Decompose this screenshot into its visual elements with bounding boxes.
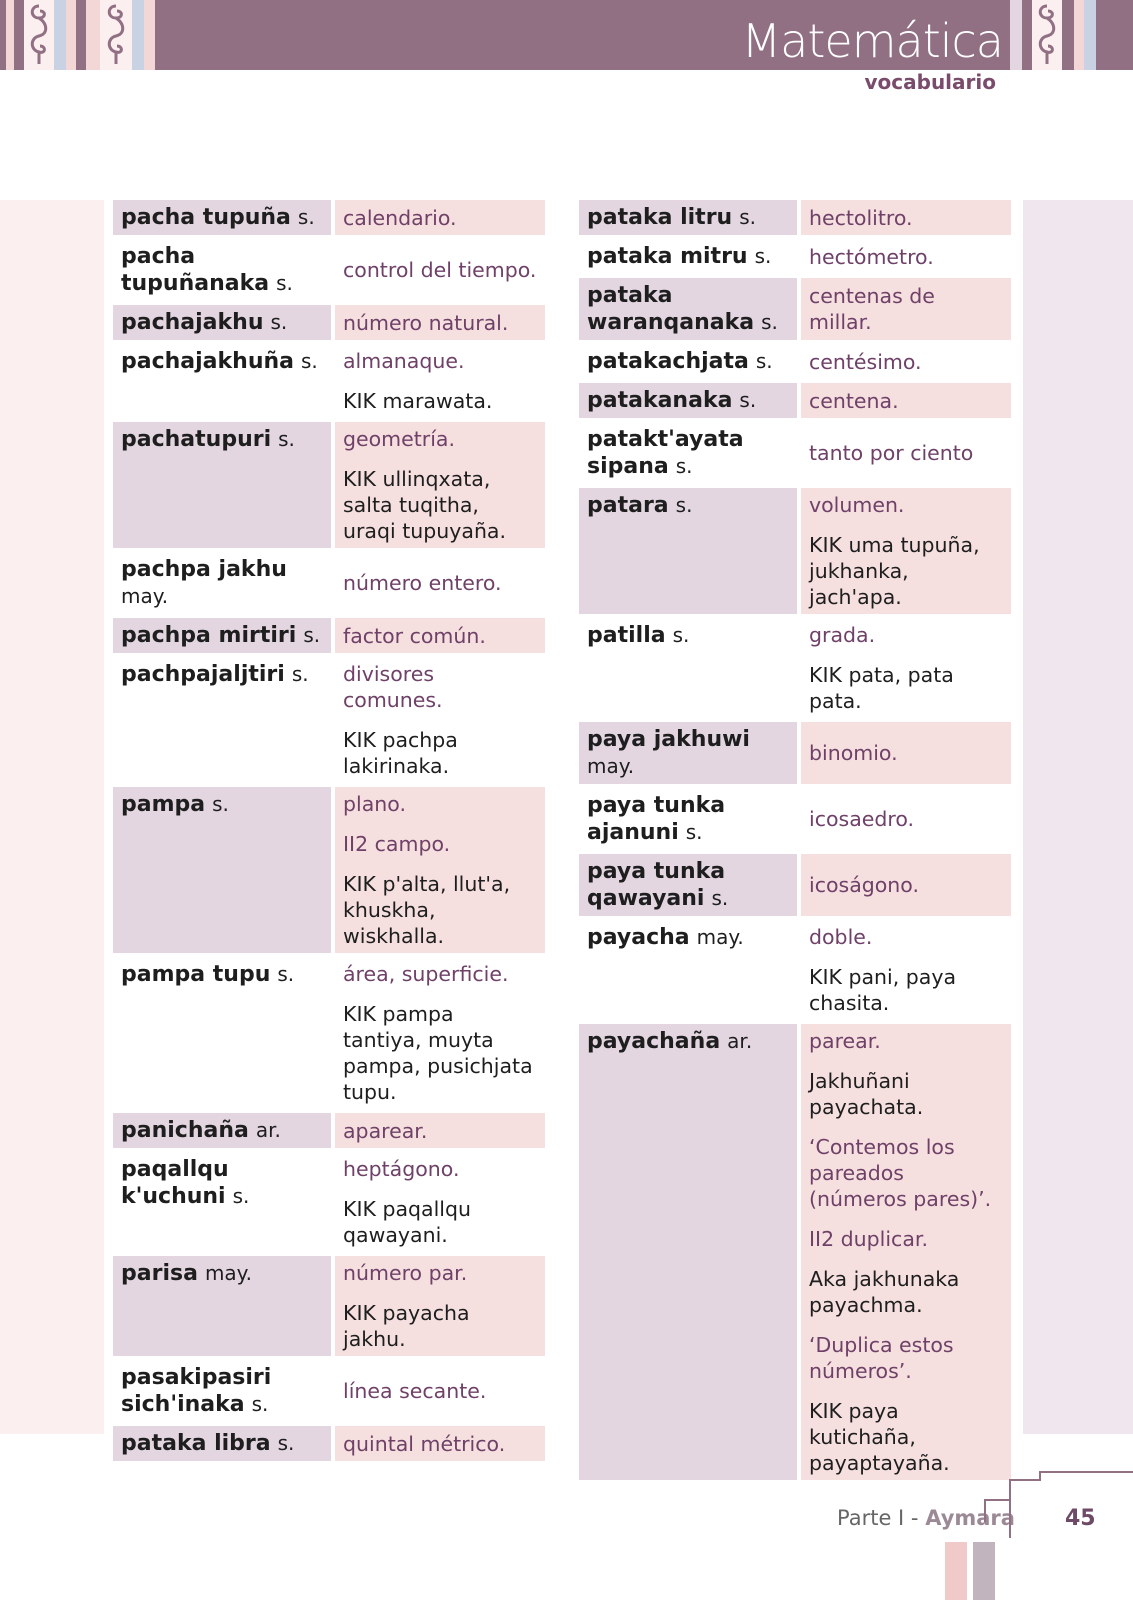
entry-definition: icosaedro.	[809, 807, 915, 831]
entry-definitions	[801, 722, 1011, 784]
entry-definition: control del tiempo.	[343, 258, 537, 282]
entry-term: patakachjata	[587, 349, 749, 374]
entry-part-of-speech: s.	[675, 493, 693, 517]
entry-part-of-speech: s.	[761, 310, 778, 334]
entry-term: pampa	[121, 792, 206, 817]
entry-definition: aparear.	[343, 1118, 428, 1143]
entry-definition: divisores comunes.	[343, 662, 443, 712]
entry-term-cell	[579, 488, 797, 614]
left-margin-panel	[0, 200, 104, 1434]
vocabulary-entry	[579, 854, 1019, 916]
entry-part-of-speech: s.	[291, 662, 309, 686]
entry-term-cell	[579, 1024, 797, 1480]
vocabulary-entry	[113, 957, 553, 1109]
entry-term: paqallqu k'uchuni	[121, 1157, 229, 1209]
entry-definition: heptágono.	[343, 1157, 460, 1181]
entry-definition: número par.	[343, 1261, 468, 1285]
decor-stripe	[1084, 0, 1096, 70]
entry-definition: KIK pani, paya chasita.	[809, 965, 957, 1015]
entry-term-cell	[579, 854, 797, 916]
entry-definitions	[335, 200, 545, 235]
entry-part-of-speech: s.	[276, 271, 293, 295]
vocabulary-entry	[113, 1152, 553, 1252]
entry-term: panichaña	[121, 1118, 249, 1143]
vocabulary-entry	[579, 278, 1019, 340]
entry-term: paya jakhuwi	[587, 727, 750, 752]
entry-definition: tanto por ciento	[809, 441, 974, 465]
entry-part-of-speech: s.	[251, 1392, 269, 1416]
entry-term: payachaña	[587, 1029, 721, 1054]
entry-definition: parear.	[809, 1029, 881, 1053]
entry-term: paya tunka ajanuni	[587, 793, 726, 845]
entry-definition: doble.	[809, 925, 873, 949]
entry-definition: hectómetro.	[809, 244, 934, 269]
vocabulary-entry	[579, 344, 1019, 379]
decor-stripe	[1096, 0, 1133, 70]
entry-term-cell	[113, 1360, 331, 1422]
entry-definition: KIK payacha jakhu.	[343, 1301, 470, 1351]
entry-definition: hectolitro.	[809, 205, 913, 230]
entry-definitions	[801, 200, 1011, 235]
vocabulary-entry	[579, 920, 1019, 1020]
decor-stripe	[14, 0, 24, 70]
vocabulary-entry	[113, 422, 553, 548]
entry-part-of-speech: s.	[212, 792, 229, 816]
vocabulary-entry	[579, 788, 1019, 850]
entry-definition: geometría.	[343, 427, 455, 451]
decor-stripe	[1010, 0, 1022, 70]
entry-term: pataka libra	[121, 1431, 271, 1456]
entry-definition: Jakhuñani payachata.	[809, 1069, 924, 1119]
footer-part: Parte I -	[837, 1506, 926, 1530]
entry-part-of-speech: ar.	[727, 1029, 753, 1053]
entry-term: pampa tupu	[121, 962, 271, 987]
vocabulary-entry	[113, 618, 553, 653]
entry-definitions	[801, 854, 1011, 916]
entry-definition: KIK marawata.	[343, 389, 493, 413]
entry-definitions	[801, 618, 1011, 718]
entry-part-of-speech: s.	[739, 388, 757, 412]
entry-term: pachajakhuña	[121, 349, 294, 374]
entry-term: patilla	[587, 623, 666, 648]
entry-term-cell	[113, 200, 331, 235]
entry-part-of-speech: s.	[755, 349, 773, 373]
entry-term: pachpajaljtiri	[121, 662, 285, 687]
entry-definition: KIK pata, pata pata.	[809, 663, 954, 713]
entry-term-cell	[113, 657, 331, 783]
vocabulary-entry	[579, 422, 1019, 484]
entry-term: patara	[587, 493, 669, 518]
entry-definitions	[335, 344, 545, 418]
entry-definition: Aka jakhunaka payachma.	[809, 1267, 960, 1317]
vocabulary-entry	[113, 552, 553, 614]
decor-stripe	[6, 0, 14, 70]
entry-term-cell	[113, 239, 331, 301]
entry-part-of-speech: s.	[739, 205, 756, 229]
vocabulary-column-right	[579, 200, 1019, 1484]
entry-definitions	[801, 488, 1011, 614]
decor-stripe	[76, 0, 86, 70]
entry-definition: centésimo.	[809, 349, 922, 374]
entry-definition: KIK uma tupuña, jukhanka, jach'apa.	[809, 533, 980, 609]
entry-part-of-speech: s.	[754, 244, 772, 268]
entry-definition: centena.	[809, 388, 899, 413]
entry-part-of-speech: s.	[270, 310, 288, 334]
entry-definition: número natural.	[343, 310, 509, 335]
entry-part-of-speech: s.	[297, 205, 315, 229]
entry-term-cell	[113, 1113, 331, 1148]
entry-term-cell	[579, 722, 797, 784]
entry-term-cell	[579, 239, 797, 274]
entry-term: pachajakhu	[121, 310, 264, 335]
entry-term-cell	[579, 618, 797, 718]
spiral-ornament-icon	[103, 2, 129, 68]
entry-term-cell	[113, 1426, 331, 1461]
vocabulary-entry	[113, 657, 553, 783]
entry-part-of-speech: may.	[696, 925, 744, 949]
entry-term: patakt'ayata sipana	[587, 427, 744, 479]
decor-stripe	[144, 0, 155, 70]
entry-definition: KIK pampa tantiya, muyta pampa, pusichjata tupu.	[343, 1002, 533, 1104]
entry-definition: KIK ullinqxata, salta tuqitha, uraqi tupuyaña.	[343, 467, 507, 543]
entry-definitions	[335, 552, 545, 614]
entry-term-cell	[579, 278, 797, 340]
entry-term-cell	[113, 618, 331, 653]
page-number: 45	[1065, 1506, 1096, 1531]
entry-definitions	[801, 344, 1011, 379]
entry-part-of-speech: s.	[232, 1184, 250, 1208]
entry-part-of-speech: may.	[587, 754, 635, 778]
entry-definitions	[335, 657, 545, 783]
entry-term-cell	[579, 344, 797, 379]
header-band	[0, 0, 1133, 70]
entry-part-of-speech: s.	[711, 886, 729, 910]
entry-term: pasakipasiri sich'inaka	[121, 1365, 272, 1417]
vocabulary-entry	[113, 305, 553, 340]
entry-term-cell	[113, 552, 331, 614]
vocabulary-entry	[579, 1024, 1019, 1480]
entry-definition: área, superficie.	[343, 962, 509, 986]
vocabulary-entry	[113, 239, 553, 301]
vocabulary-entry	[113, 1113, 553, 1148]
entry-definitions	[801, 1024, 1011, 1480]
entry-part-of-speech: s.	[301, 349, 318, 373]
vocabulary-entry	[113, 200, 553, 235]
entry-definitions	[335, 1152, 545, 1252]
entry-term: payacha	[587, 925, 690, 950]
vocabulary-entry	[113, 344, 553, 418]
entry-definitions	[335, 239, 545, 301]
entry-part-of-speech: may.	[121, 584, 169, 608]
entry-term: patakanaka	[587, 388, 733, 413]
entry-definition: calendario.	[343, 205, 457, 230]
decor-stripe	[1022, 0, 1032, 70]
entry-term-cell	[113, 787, 331, 953]
vocabulary-entry	[113, 1426, 553, 1461]
entry-term-cell	[579, 788, 797, 850]
decor-stripe	[66, 0, 76, 70]
decor-stripe	[54, 0, 66, 70]
entry-term-cell	[113, 422, 331, 548]
entry-definitions	[335, 1426, 545, 1461]
vocabulary-entry	[113, 787, 553, 953]
entry-definitions	[335, 618, 545, 653]
entry-definition: almanaque.	[343, 349, 465, 373]
entry-term-cell	[113, 344, 331, 418]
vocabulary-entry	[579, 239, 1019, 274]
entry-definitions	[335, 305, 545, 340]
decor-stripe	[86, 0, 100, 70]
entry-term: pataka litru	[587, 205, 733, 230]
decor-stripe	[1074, 0, 1084, 70]
entry-definition: centenas de millar.	[809, 284, 935, 334]
entry-definition: KIK pachpa lakirinaka.	[343, 728, 458, 778]
vocabulary-entry	[579, 488, 1019, 614]
entry-definitions	[801, 383, 1011, 418]
decor-stripe	[1062, 0, 1074, 70]
entry-part-of-speech: ar.	[255, 1118, 281, 1142]
entry-definition: plano.	[343, 792, 406, 816]
entry-part-of-speech: s.	[277, 962, 295, 986]
entry-term: paya tunka qawayani	[587, 859, 726, 911]
entry-definitions	[335, 1113, 545, 1148]
entry-definition: binomio.	[809, 741, 898, 765]
entry-definition: número entero.	[343, 571, 502, 595]
spiral-ornament-icon	[1034, 2, 1060, 68]
entry-term: parisa	[121, 1261, 198, 1286]
page-title: Matemática	[741, 14, 1003, 68]
entry-term-cell	[579, 422, 797, 484]
entry-definition: factor común.	[343, 623, 486, 648]
vocabulary-entry	[579, 618, 1019, 718]
entry-definitions	[801, 920, 1011, 1020]
entry-part-of-speech: s.	[278, 427, 295, 451]
vocabulary-entry	[579, 722, 1019, 784]
entry-definition: II2 duplicar.	[809, 1227, 928, 1251]
spiral-ornament-icon	[26, 2, 52, 68]
entry-definitions	[335, 957, 545, 1109]
decor-stripe	[132, 0, 144, 70]
entry-definition: KIK paya kutichaña, payaptayaña.	[809, 1399, 950, 1475]
entry-definition: icoságono.	[809, 873, 919, 897]
entry-definition: quintal métrico.	[343, 1431, 506, 1456]
vocabulary-entry	[579, 200, 1019, 235]
entry-term-cell	[579, 200, 797, 235]
entry-definition: volumen.	[809, 493, 905, 517]
entry-definitions	[801, 239, 1011, 274]
entry-definitions	[801, 422, 1011, 484]
footer-steps-ornament	[940, 1470, 1133, 1600]
entry-term: pacha tupuña	[121, 205, 291, 230]
entry-term-cell	[113, 305, 331, 340]
entry-term-cell	[579, 920, 797, 1020]
entry-term: pachatupuri	[121, 427, 272, 452]
entry-term: pataka mitru	[587, 244, 748, 269]
entry-term: pacha tupuñanaka	[121, 244, 270, 296]
entry-term: pataka waranqanaka	[587, 283, 755, 335]
entry-definition: grada.	[809, 623, 876, 647]
entry-definitions	[335, 1360, 545, 1422]
right-margin-panel	[1023, 200, 1133, 1434]
vocabulary-entry	[113, 1360, 553, 1422]
entry-term: pachpa mirtiri	[121, 623, 297, 648]
page-subtitle: vocabulario	[864, 70, 996, 94]
entry-definition: KIK p'alta, llut'a, khuskha, wiskhalla.	[343, 872, 511, 948]
entry-part-of-speech: s.	[685, 820, 703, 844]
entry-definition: KIK paqallqu qawayani.	[343, 1197, 471, 1247]
entry-part-of-speech: may.	[204, 1261, 253, 1285]
vocabulary-column-left	[113, 200, 553, 1465]
entry-definitions	[801, 278, 1011, 340]
entry-definitions	[335, 422, 545, 548]
entry-definition: II2 campo.	[343, 832, 451, 856]
vocabulary-entry	[579, 383, 1019, 418]
entry-definitions	[335, 1256, 545, 1356]
entry-term: pachpa jakhu	[121, 557, 287, 582]
entry-definition: ‘Contemos los pareados (números pares)’.	[809, 1135, 992, 1211]
entry-term-cell	[113, 1256, 331, 1356]
entry-definition: línea secante.	[343, 1379, 487, 1403]
entry-term-cell	[113, 957, 331, 1109]
entry-part-of-speech: s.	[675, 454, 693, 478]
entry-part-of-speech: s.	[303, 623, 321, 647]
entry-term-cell	[579, 383, 797, 418]
vocabulary-entry	[113, 1256, 553, 1356]
entry-part-of-speech: s.	[672, 623, 690, 647]
entry-part-of-speech: s.	[277, 1431, 295, 1455]
entry-definitions	[801, 788, 1011, 850]
entry-definitions	[335, 787, 545, 953]
entry-term-cell	[113, 1152, 331, 1252]
entry-definition: ‘Duplica estos números’.	[809, 1333, 954, 1383]
footer-language: Aymara	[925, 1506, 1015, 1530]
